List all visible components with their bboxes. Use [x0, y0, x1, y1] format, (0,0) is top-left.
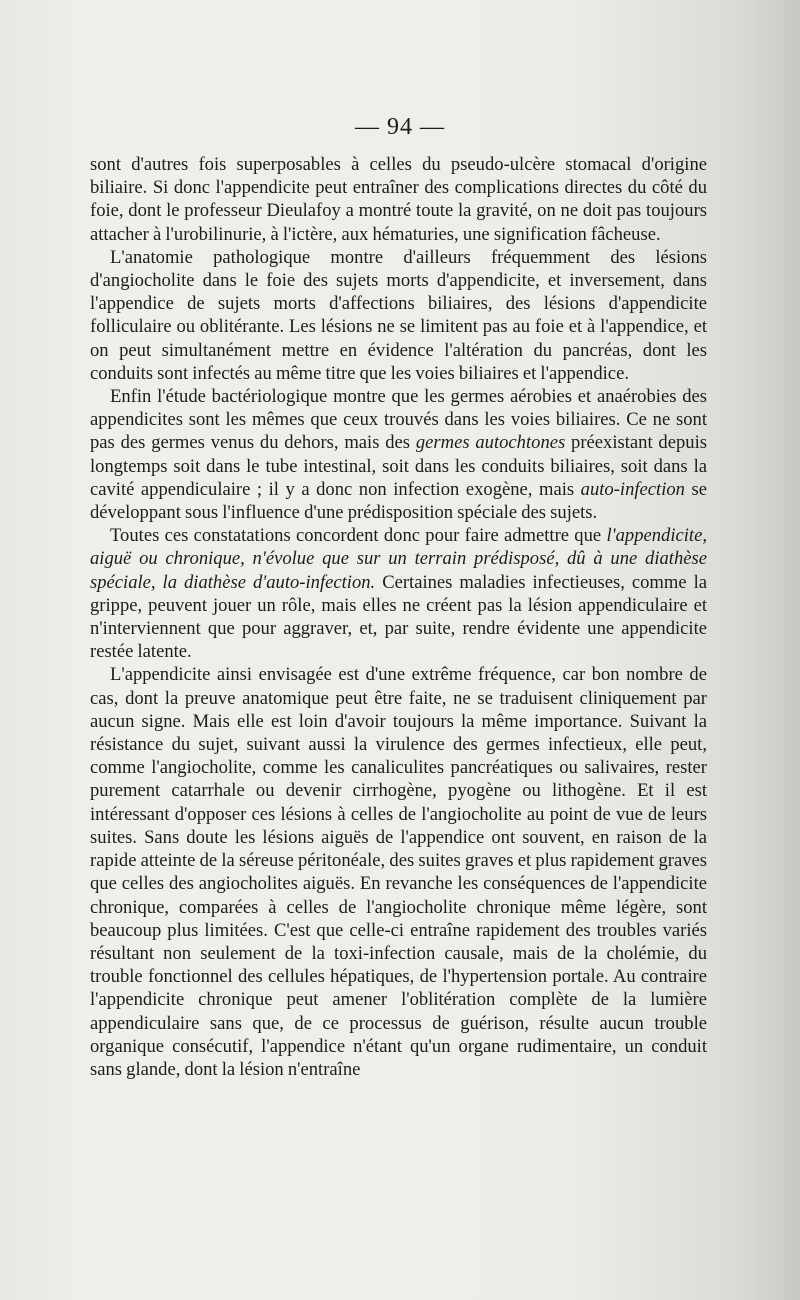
- text-run: L'appendicite ainsi envisagée est d'une extrême fréquence, car bon nombre de cas, dont la preuve anatomique peut être faite, ne se traduisent cliniquement par aucun signe. Mais elle est loin d'avoir toujours la même importance. Suivant la résistance du sujet, suivant aussi la virulence des germes infectieux, elle peut, comme l'angiocholite, comme les canaliculites pancréatiques ou salivaires, rester purement catarrhale ou devenir cirrhogène, pyogène ou lithogène. Et il est intéressant d'opposer ces lésions à celles de l'angiocholite au point de vue de leurs suites. Sans doute les lésions aiguës de l'appendice ont souvent, en raison de la rapide atteinte de la séreuse péritonéale, des suites graves et plus rapidement graves que celles des angiocholites aiguës. En revanche les conséquences de l'appendicite chronique, comparées à celles de l'angiocholite chronique même légère, sont beaucoup plus limitées. C'est que celle-ci entraîne rapidement des troubles variés résultant non seulement de la toxi-infection causale, mais de la cholémie, du trouble fonctionnel des cellules hépatiques, de l'hypertension portale. Au contraire l'appendicite chronique peut amener l'oblitération complète de la lumière appendiculaire sans que, de ce processus de guérison, résulte aucun trouble organique consécutif, l'appendice n'étant qu'un organe rudimentaire, un conduit sans glande, dont la lésion n'entraîne: [90, 664, 707, 1080]
- italic-text-run: auto-infection: [580, 478, 685, 500]
- text-run: Enfin l'étude bactériologique montre que les germes aérobies et anaérobies des appendicites sont les mêmes que ceux trouvés dans les voies biliaires. Ce ne sont pas des germes venus du dehors, mais des: [90, 386, 707, 454]
- paragraph: [90, 663, 707, 1081]
- italic-text-run: germes autochtones: [415, 432, 566, 454]
- paragraph: [90, 385, 707, 524]
- text-run: L'anatomie pathologique montre d'ailleurs fréquemment des lésions d'angiocholite dans le foie des sujets morts d'appendicite, et inversement, dans l'appendice de sujets morts d'affections biliaires, des lésions d'appendicite folliculaire ou oblitérante. Les lésions ne se limitent pas au foie et à l'appendice, et on peut simultanément mettre en évidence l'altération du pancréas, dont les conduits sont infectés au même titre que les voies biliaires et l'appendice.: [90, 246, 707, 384]
- text-run: sont d'autres fois superposables à celles du pseudo-ulcère stomacal d'origine biliaire. Si donc l'appendicite peut entraîner des complications directes du côté du foie, dont le professeur Dieulafoy a montré toute la gravité, on ne doit pas toujours attacher à l'urobilinurie, à l'ictère, aux hématuries, une signification fâcheuse.: [90, 154, 707, 245]
- paragraph: [90, 524, 707, 663]
- paragraph: [90, 246, 707, 385]
- italic-text-run: l'appendicite, aiguë ou chronique, n'évolue que sur un terrain prédisposé, dû à une diathèse spéciale, la diathèse d'auto-infection.: [90, 525, 707, 593]
- text-run: Toutes ces constatations concordent donc pour faire admettre que: [110, 525, 607, 547]
- paragraph: [90, 153, 707, 246]
- text-run: préexistant depuis longtemps soit dans le tube intestinal, soit dans les conduits biliaires, soit dans la cavité appendiculaire ; il y a donc non infection exogène, mais: [90, 432, 707, 500]
- page-number: — 94 —: [355, 114, 445, 140]
- body-text: [90, 153, 707, 1081]
- text-run: se développant sous l'influence d'une prédisposition spéciale des sujets.: [90, 478, 707, 524]
- text-run: Certaines maladies infectieuses, comme la grippe, peuvent jouer un rôle, mais elles ne créent pas la lésion appendiculaire et n'interviennent que pour aggraver, et, par suite, rendre évidente une appendicite restée latente.: [90, 571, 708, 663]
